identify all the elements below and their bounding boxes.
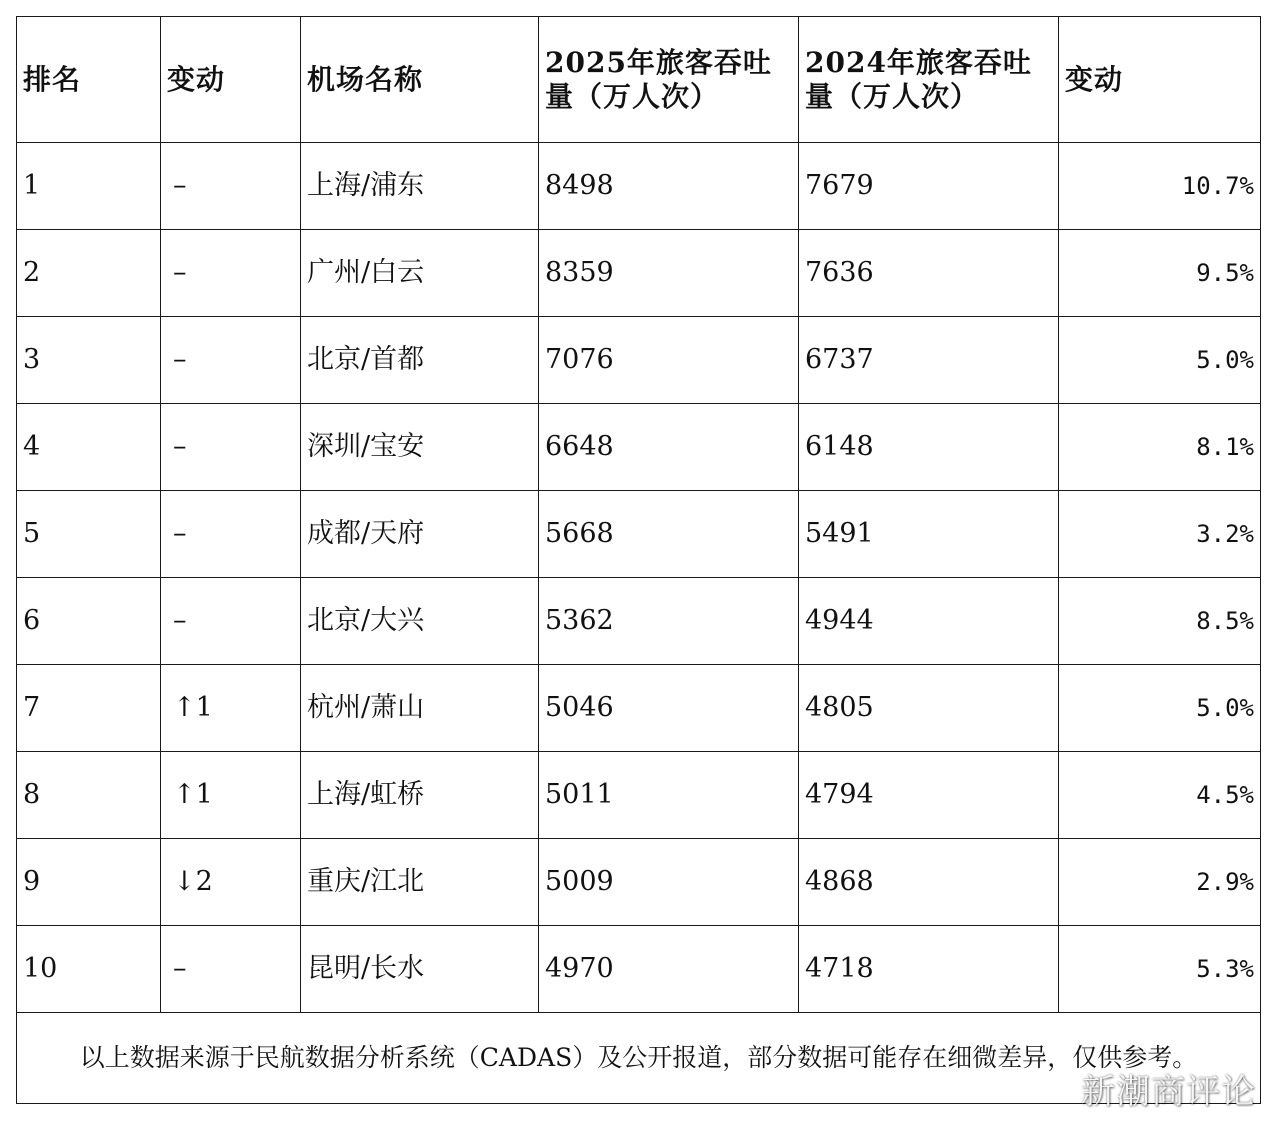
- table-row: [17, 230, 1261, 317]
- watermark: 新潮商评论: [1081, 1072, 1256, 1112]
- cell-growth: 8.5%: [1059, 578, 1261, 665]
- cell-pax-2025: 5668: [539, 491, 799, 578]
- table-footer: [17, 1013, 1261, 1104]
- header-growth: 变动: [1059, 17, 1261, 143]
- table-row: [17, 143, 1261, 230]
- cell-rank-change: ↓2: [161, 839, 301, 926]
- cell-pax-2025: 4970: [539, 926, 799, 1013]
- cell-rank: 8: [17, 752, 161, 839]
- cell-pax-2024: 6148: [799, 404, 1059, 491]
- cell-pax-2024: 7636: [799, 230, 1059, 317]
- table-row: [17, 839, 1261, 926]
- cell-pax-2025: 7076: [539, 317, 799, 404]
- cell-rank-change: –: [161, 491, 301, 578]
- cell-pax-2024: 6737: [799, 317, 1059, 404]
- header-pax-2024: 2024年旅客吞吐量（万人次）: [799, 17, 1059, 143]
- table-row: [17, 317, 1261, 404]
- cell-rank: 5: [17, 491, 161, 578]
- table-body: [17, 143, 1261, 1013]
- cell-growth: 5.3%: [1059, 926, 1261, 1013]
- cell-airport: 深圳/宝安: [301, 404, 539, 491]
- cell-rank: 9: [17, 839, 161, 926]
- cell-rank: 3: [17, 317, 161, 404]
- cell-rank: 4: [17, 404, 161, 491]
- cell-growth: 9.5%: [1059, 230, 1261, 317]
- cell-rank-change: ↑1: [161, 752, 301, 839]
- cell-pax-2024: 7679: [799, 143, 1059, 230]
- cell-pax-2024: 4868: [799, 839, 1059, 926]
- cell-airport: 广州/白云: [301, 230, 539, 317]
- cell-growth: 5.0%: [1059, 317, 1261, 404]
- cell-growth: 3.2%: [1059, 491, 1261, 578]
- table-row: [17, 665, 1261, 752]
- cell-growth: 5.0%: [1059, 665, 1261, 752]
- cell-pax-2025: 5009: [539, 839, 799, 926]
- cell-rank-change: –: [161, 317, 301, 404]
- header-airport: 机场名称: [301, 17, 539, 143]
- cell-rank: 10: [17, 926, 161, 1013]
- cell-rank-change: –: [161, 578, 301, 665]
- table-row: [17, 926, 1261, 1013]
- table-row: [17, 404, 1261, 491]
- cell-pax-2025: 5362: [539, 578, 799, 665]
- cell-pax-2025: 5011: [539, 752, 799, 839]
- cell-rank: 6: [17, 578, 161, 665]
- cell-pax-2024: 5491: [799, 491, 1059, 578]
- cell-growth: 2.9%: [1059, 839, 1261, 926]
- table-row: [17, 578, 1261, 665]
- cell-airport: 昆明/长水: [301, 926, 539, 1013]
- cell-airport: 杭州/萧山: [301, 665, 539, 752]
- cell-rank: 1: [17, 143, 161, 230]
- header-change: 变动: [161, 17, 301, 143]
- cell-pax-2025: 5046: [539, 665, 799, 752]
- footnote: 以上数据来源于民航数据分析系统（CADAS）及公开报道，部分数据可能存在细微差异，仅供参考。: [17, 1013, 1261, 1104]
- cell-airport: 上海/浦东: [301, 143, 539, 230]
- header-row: [17, 17, 1261, 143]
- cell-rank-change: –: [161, 926, 301, 1013]
- cell-airport: 北京/首都: [301, 317, 539, 404]
- cell-growth: 8.1%: [1059, 404, 1261, 491]
- cell-rank-change: ↑1: [161, 665, 301, 752]
- cell-pax-2024: 4718: [799, 926, 1059, 1013]
- cell-airport: 上海/虹桥: [301, 752, 539, 839]
- cell-pax-2024: 4805: [799, 665, 1059, 752]
- header-rank: 排名: [17, 17, 161, 143]
- cell-rank-change: –: [161, 143, 301, 230]
- table-header: [17, 17, 1261, 143]
- cell-airport: 重庆/江北: [301, 839, 539, 926]
- cell-pax-2025: 8359: [539, 230, 799, 317]
- cell-rank-change: –: [161, 404, 301, 491]
- cell-growth: 10.7%: [1059, 143, 1261, 230]
- header-pax-2025: 2025年旅客吞吐量（万人次）: [539, 17, 799, 143]
- cell-pax-2025: 8498: [539, 143, 799, 230]
- cell-pax-2024: 4944: [799, 578, 1059, 665]
- cell-rank: 7: [17, 665, 161, 752]
- cell-rank: 2: [17, 230, 161, 317]
- airport-ranking-table: [16, 16, 1261, 1104]
- cell-pax-2024: 4794: [799, 752, 1059, 839]
- cell-growth: 4.5%: [1059, 752, 1261, 839]
- cell-airport: 北京/大兴: [301, 578, 539, 665]
- footnote-row: [17, 1013, 1261, 1104]
- table-row: [17, 491, 1261, 578]
- table-row: [17, 752, 1261, 839]
- cell-airport: 成都/天府: [301, 491, 539, 578]
- cell-rank-change: –: [161, 230, 301, 317]
- cell-pax-2025: 6648: [539, 404, 799, 491]
